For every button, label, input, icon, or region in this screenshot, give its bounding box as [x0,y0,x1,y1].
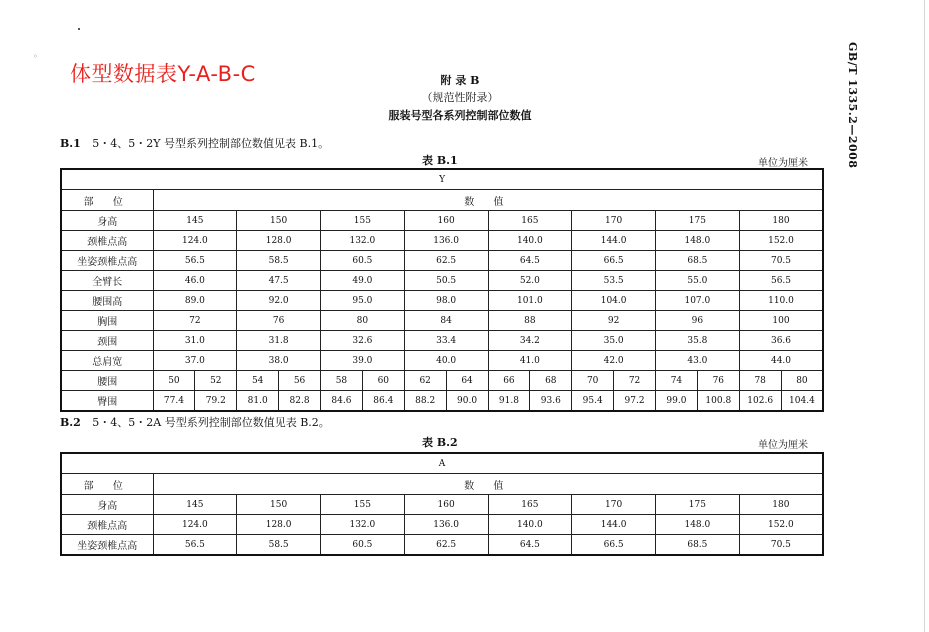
appendix-subtitle: （规范性附录） [421,91,499,104]
table-cell: 145 [153,495,237,515]
table-cell: 92.0 [237,291,321,311]
table-row [61,291,823,311]
table-cell: 56.5 [739,271,823,291]
table-cell: 62.5 [404,251,488,271]
table-cell: 84.6 [321,391,363,412]
table-cell: 35.8 [656,331,740,351]
table-cell: 81.0 [237,391,279,412]
table-cell: 128.0 [237,515,321,535]
table-cell: 165 [488,211,572,231]
table-b2 [60,452,824,556]
table-cell: 150 [237,211,321,231]
table-cell: 70.5 [739,251,823,271]
table-cell: 37.0 [153,351,237,371]
section-b2 [60,414,330,430]
table-cell: 88.2 [404,391,446,412]
part-header: 部 位 [61,190,153,211]
table-cell: 50.5 [404,271,488,291]
table-cell: 62 [404,371,446,391]
table-cell: 34.2 [488,331,572,351]
table-row [61,331,823,351]
page-edge [924,0,925,632]
row-label: 颈椎点高 [61,231,153,251]
table-row [61,535,823,556]
table-cell: 72 [153,311,237,331]
waist-row [61,371,823,391]
table-cell: 86.4 [362,391,404,412]
table-row [61,231,823,251]
table-cell: 144.0 [572,231,656,251]
table-row [61,311,823,331]
table-cell: 140.0 [488,231,572,251]
table-b2-unit: 单位为厘米 [758,440,808,451]
section-b1-label: B.1 [60,137,81,150]
table-cell: 74 [656,371,698,391]
table-cell: 46.0 [153,271,237,291]
table-cell: 100 [739,311,823,331]
row-label: 身高 [61,211,153,231]
table-cell: 150 [237,495,321,515]
type-row [61,453,823,474]
table-cell: 79.2 [195,391,237,412]
table-cell: 148.0 [656,515,740,535]
table-cell: 107.0 [656,291,740,311]
table-cell: 66 [488,371,530,391]
table-cell: 152.0 [739,515,823,535]
appendix-title: 附 录 B [440,74,480,87]
section-b2-text: 5・4、5・2A 号型系列控制部位数值见表 B.2。 [92,416,330,429]
value-header: 数 值 [153,474,823,495]
table-cell: 136.0 [404,231,488,251]
table-cell: 39.0 [321,351,405,371]
table-cell: 175 [656,495,740,515]
table-cell: 66.5 [572,535,656,556]
table-cell: 49.0 [321,271,405,291]
table-row [61,515,823,535]
table-b2-caption: 表 B.2 [422,436,458,449]
table-cell: 165 [488,495,572,515]
table-row [61,495,823,515]
table-cell: 36.6 [739,331,823,351]
table-cell: 80 [321,311,405,331]
table-b1 [60,168,824,412]
value-header: 数 值 [153,190,823,211]
table-cell: 102.6 [739,391,781,412]
table-cell: 52 [195,371,237,391]
table-cell: 58.5 [237,251,321,271]
table-cell: 56 [279,371,321,391]
table-cell: 72 [614,371,656,391]
hip-row [61,391,823,412]
table-cell: 170 [572,495,656,515]
type-label: A [61,453,823,474]
table-cell: 155 [321,495,405,515]
table-cell: 31.0 [153,331,237,351]
table-cell: 44.0 [739,351,823,371]
table-cell: 95.4 [572,391,614,412]
table-cell: 93.6 [530,391,572,412]
table-cell: 128.0 [237,231,321,251]
table-cell: 38.0 [237,351,321,371]
hip-label: 臀围 [61,391,153,412]
table-cell: 43.0 [656,351,740,371]
table-cell: 132.0 [321,231,405,251]
type-row [61,169,823,190]
table-b1-caption: 表 B.1 [422,154,458,167]
table-row [61,251,823,271]
table-cell: 55.0 [656,271,740,291]
table-cell: 56.5 [153,535,237,556]
row-label: 身高 [61,495,153,515]
table-cell: 160 [404,211,488,231]
table-cell: 175 [656,211,740,231]
table-cell: 140.0 [488,515,572,535]
table-cell: 78 [739,371,781,391]
table-cell: 104.0 [572,291,656,311]
table-cell: 88 [488,311,572,331]
table-cell: 180 [739,495,823,515]
table-cell: 80 [781,371,823,391]
row-label: 坐姿颈椎点高 [61,251,153,271]
table-cell: 98.0 [404,291,488,311]
table-cell: 58.5 [237,535,321,556]
section-b1 [60,135,329,151]
table-cell: 90.0 [446,391,488,412]
table-cell: 41.0 [488,351,572,371]
table-cell: 60.5 [321,251,405,271]
table-cell: 52.0 [488,271,572,291]
table-cell: 180 [739,211,823,231]
table-cell: 148.0 [656,231,740,251]
section-b1-text: 5・4、5・2Y 号型系列控制部位数值见表 B.1。 [92,137,330,150]
table-cell: 101.0 [488,291,572,311]
table-row [61,211,823,231]
table-cell: 110.0 [739,291,823,311]
table-cell: 58 [321,371,363,391]
section-b2-label: B.2 [60,416,81,429]
table-cell: 170 [572,211,656,231]
standard-code: GB/T 1335.2—2008 [846,42,859,169]
type-label: Y [61,169,823,190]
table-cell: 35.0 [572,331,656,351]
row-label: 总肩宽 [61,351,153,371]
overlay-title: 体型数据表Y-A-B-C [70,62,256,86]
table-cell: 47.5 [237,271,321,291]
table-cell: 68 [530,371,572,391]
table-cell: 60.5 [321,535,405,556]
table-cell: 42.0 [572,351,656,371]
waist-label: 腰围 [61,371,153,391]
table-row [61,271,823,291]
table-cell: 68.5 [656,251,740,271]
margin-mark: ◦ [33,52,38,61]
table-cell: 92 [572,311,656,331]
table-cell: 33.4 [404,331,488,351]
scan-speck [78,28,80,30]
row-label: 坐姿颈椎点高 [61,535,153,556]
table-cell: 104.4 [781,391,823,412]
table-cell: 54 [237,371,279,391]
table-cell: 62.5 [404,535,488,556]
table-cell: 155 [321,211,405,231]
table-cell: 77.4 [153,391,195,412]
header-row [61,190,823,211]
table-cell: 32.6 [321,331,405,351]
table-cell: 76 [697,371,739,391]
table-cell: 76 [237,311,321,331]
table-cell: 40.0 [404,351,488,371]
table-row [61,351,823,371]
table-cell: 124.0 [153,231,237,251]
table-cell: 132.0 [321,515,405,535]
table-cell: 53.5 [572,271,656,291]
table-cell: 64.5 [488,535,572,556]
header-row [61,474,823,495]
table-cell: 95.0 [321,291,405,311]
table-cell: 64 [446,371,488,391]
row-label: 颈围 [61,331,153,351]
table-cell: 136.0 [404,515,488,535]
row-label: 全臂长 [61,271,153,291]
row-label: 腰围高 [61,291,153,311]
table-cell: 100.8 [697,391,739,412]
table-cell: 99.0 [656,391,698,412]
table-cell: 56.5 [153,251,237,271]
table-cell: 124.0 [153,515,237,535]
table-cell: 91.8 [488,391,530,412]
table-cell: 31.8 [237,331,321,351]
table-cell: 82.8 [279,391,321,412]
table-cell: 84 [404,311,488,331]
appendix-heading: 服装号型各系列控制部位数值 [388,109,532,122]
row-label: 胸围 [61,311,153,331]
table-cell: 97.2 [614,391,656,412]
row-label: 颈椎点高 [61,515,153,535]
table-cell: 68.5 [656,535,740,556]
table-cell: 70.5 [739,535,823,556]
table-b1-unit: 单位为厘米 [758,158,808,169]
table-cell: 145 [153,211,237,231]
table-cell: 152.0 [739,231,823,251]
table-cell: 50 [153,371,195,391]
table-cell: 89.0 [153,291,237,311]
part-header: 部 位 [61,474,153,495]
table-cell: 70 [572,371,614,391]
table-cell: 160 [404,495,488,515]
table-cell: 64.5 [488,251,572,271]
table-cell: 66.5 [572,251,656,271]
table-cell: 96 [656,311,740,331]
table-cell: 144.0 [572,515,656,535]
table-cell: 60 [362,371,404,391]
